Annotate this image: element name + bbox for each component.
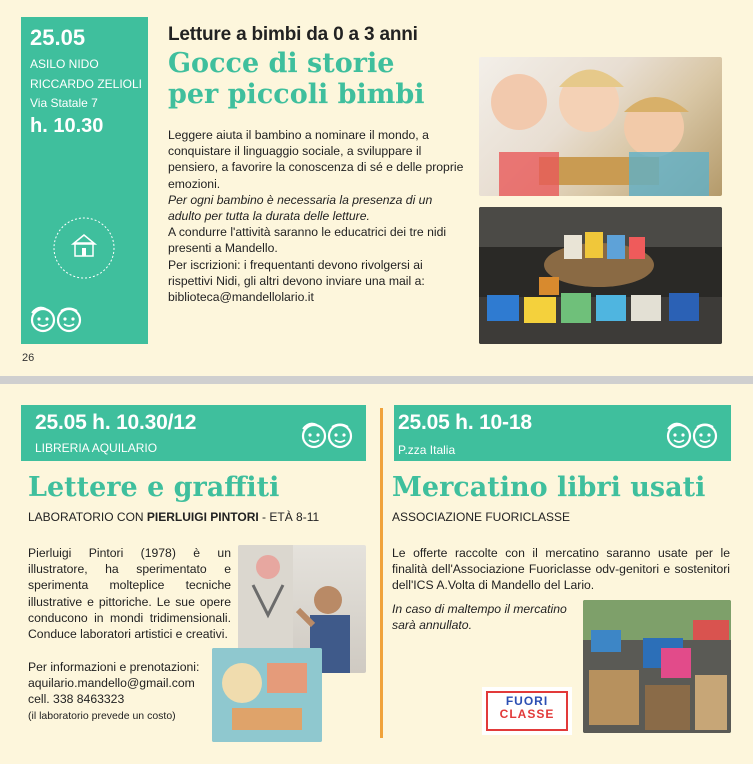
event-description	[392, 545, 730, 594]
logo-line1: FUORI	[505, 694, 549, 708]
event-venue: P.zza Italia	[398, 443, 456, 457]
logo-line2: CLASSE	[499, 707, 555, 721]
event-subtitle	[28, 510, 319, 524]
event-info-panel	[21, 17, 148, 344]
cost-note: (il laboratorio prevede un costo)	[28, 709, 176, 722]
description-paragraph: Per iscrizioni: i frequentanti devono rivolgersi ai rispettivi Nidi, gli altri devono inviare una mail a:	[168, 257, 425, 288]
photo-kids-artwork	[212, 648, 322, 742]
event-address: Via Statale 7	[30, 96, 98, 110]
event-header-bar	[21, 405, 366, 461]
photo-children-reading	[479, 57, 722, 196]
page-number: 26	[22, 352, 35, 364]
event-title-line2: per piccoli bimbi	[168, 79, 425, 110]
subtitle-suffix: - ETÀ 8-11	[258, 510, 320, 524]
event-title	[168, 48, 424, 110]
event-venue-name: RICCARDO ZELIOLI	[30, 77, 143, 91]
description-paragraph: A condurre l'attività saranno le educatrici dei tre nidi presenti a Mandello.	[168, 225, 447, 256]
photo-books-basket	[479, 207, 722, 344]
event-venue: LIBRERIA AQUILARIO	[35, 441, 158, 455]
event-time: h. 10.30	[30, 115, 104, 137]
kids-icon	[28, 303, 84, 335]
kids-icon	[664, 419, 720, 451]
contact-email: biblioteca@mandellolario.it	[168, 290, 314, 305]
event-description	[168, 127, 464, 305]
description-paragraph: Pierluigi Pintori (1978) è un illustratore, ha sperimentato e sperimenta molteplice tecniche illustrative e pittoriche. Le sue opere conducono in mondi tridimensionali. Conduce laboratori artistici e creativi.	[28, 546, 231, 642]
description-paragraph: Leggere aiuta il bambino a nominare il mondo, a conquistare il linguaggio sociale, a sviluppare il pensiero, a favorire la conoscenza di sé e delle proprie emozioni.	[168, 128, 464, 191]
subtitle-prefix: LABORATORIO CON	[28, 510, 147, 524]
description-paragraph: Le offerte raccolte con il mercatino saranno usate per le finalità dell'Associazione Fuoriclasse odv-genitori e sostenitori dell'ICS A.Volta di Mandello del Lario.	[392, 546, 730, 593]
fuoriclasse-logo	[482, 687, 572, 735]
description-note: Per ogni bambino è necessaria la presenza di un adulto per tutta la durata delle letture.	[168, 192, 433, 224]
section-divider	[0, 376, 753, 384]
event-description	[28, 545, 231, 642]
school-appointment-badge	[51, 215, 117, 281]
event-kicker: Letture a bimbi da 0 a 3 anni	[168, 24, 418, 45]
contact-label: Per informazioni e prenotazioni:	[28, 660, 200, 674]
event-title-line1: Gocce di storie	[168, 48, 395, 79]
event-datetime: 25.05 h. 10-18	[398, 411, 532, 434]
weather-note: In caso di maltempo il mercatino sarà annullato.	[392, 602, 567, 633]
kids-icon	[299, 419, 355, 451]
event-title: Lettere e graffiti	[28, 472, 280, 503]
contact-email: aquilario.mandello@gmail.com	[28, 676, 195, 691]
event-venue: ASILO NIDO	[30, 57, 99, 71]
photo-book-market	[583, 600, 731, 733]
subtitle-speaker: PIERLUIGI PINTORI	[146, 510, 259, 524]
event-title: Mercatino libri usati	[392, 472, 706, 503]
column-separator	[380, 408, 383, 738]
event-datetime: 25.05 h. 10.30/12	[35, 411, 197, 434]
contact-phone: cell. 338 8463323	[28, 692, 125, 707]
event-header-bar	[394, 405, 731, 461]
school-icon	[51, 215, 117, 281]
event-subtitle: ASSOCIAZIONE FUORICLASSE	[392, 510, 571, 524]
event-date: 25.05	[30, 25, 86, 50]
